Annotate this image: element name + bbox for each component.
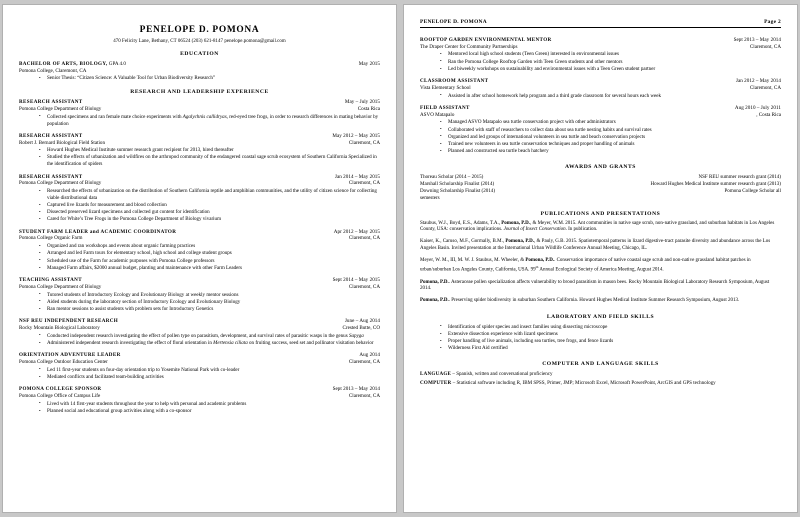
bullet-item: • Arranged and led Farm tours for elementary school, high school and college student groups [39,250,380,257]
skill-detail-text: – Spanish, written and conversational proficiency [451,371,553,378]
lab-skill-item: • Identification of spider species and insect families using dissecting microscope [440,324,781,331]
entry-bullet-list [19,292,380,313]
entry-bullet-list [19,114,380,128]
entry-job-title: FIELD ASSISTANT [420,104,470,111]
entry-location: , Costa Rica [756,111,781,118]
bullet-item: • Collaborated with staff of researchers to collect data about sea turtle nesting habits and survival rates [440,127,781,134]
bullet-item: • Trained new volunteers in sea turtle conservation techniques and proper handling of animals [440,141,781,148]
bullet-item: • Howard Hughes Medical Institute summer research grant recipient for 2013, hired thereafter [39,147,380,154]
lab-skill-item: • Proper handling of live animals, including sea turtles, tree frogs, and fence lizards [440,338,781,345]
bullet-item: • Captured live lizards for measurement and blood collection [39,202,380,209]
entry-header-row [19,318,380,325]
bullet-item: • Planned and constructed sea turtle beach hatchery [440,148,781,155]
award-row [420,181,781,188]
running-head-page-number: Page 2 [764,19,781,25]
skill-category-label: COMPUTER [420,379,452,386]
entry-subheader-row [19,393,380,400]
publication-author-highlight: Pomona, P.D. [525,258,555,264]
entry-location: Crested Butte, CO [342,324,380,331]
experience-entry [19,99,380,127]
bullet-item: • Ran mentor sessions to assist students with problem sets for Introductory Genetics [39,306,380,313]
entry-job-title: TEACHING ASSISTANT [19,277,82,284]
award-name-left: Downing Scholarship Finalist (2014) [420,187,495,194]
entry-job-title: CLASSROOM ASSISTANT [420,78,489,85]
bullet-item: • Led 11 first-year students on four-day orientation trip to Yosemite National Park with co-leader [39,367,380,374]
entry-header-row [19,133,380,140]
entry-bullet-list [19,401,380,415]
publication-entry: Kaiser, K., Caruso, M.F., Gormally, B.M., Pomona, P.D., & Pauly, G.B. 2015. Spatiotemporal patterns in lizard digestive-tract parasite diversity and abundance across the Los Angeles Basin. Invited presentation at the International Urban Wildlife Conference Annual Meeting, Chicago, IL. [420,239,771,252]
entry-subheader-row [420,85,781,92]
award-name-left: Marshall Scholarship Finalist (2014) [420,180,495,187]
entry-subheader-row [19,180,380,187]
entry-organization: Robert J. Bernard Biological Field Station [19,139,106,146]
entry-subheader-row [420,44,781,51]
entry-job-title: ORIENTATION ADVENTURE LEADER [19,352,121,359]
entry-date-range: Apr 2012 – May 2015 [333,228,380,235]
entry-subheader-row [19,106,380,113]
entry-job-title: RESEARCH ASSISTANT [19,173,83,180]
skill-line [420,380,781,387]
entry-job-title: RESEARCH ASSISTANT [19,99,83,106]
entry-header-row [420,105,781,112]
entry-bullet-list [19,333,380,347]
running-head-name: PENELOPE D. POMONA [420,19,487,25]
applicant-name: PENELOPE D. POMONA [139,25,260,35]
entry-location: Claremont, CA [348,235,380,242]
entry-organization: Pomona College Outdoor Education Center [19,358,108,365]
entry-job-title: RESEARCH ASSISTANT [19,132,83,139]
publication-entry: Pomona, P.D.. Asteraceae pollen specialization affects vulnerability to brood parasitism in mason bees. Rocky Mountain Biological Laboratory Research Symposium, August 2014. [420,279,770,292]
entry-header-row [19,352,380,359]
bullet-item: • Organized and ran workshops and events about organic farming practices [39,243,380,250]
bullet-item: • Planned social and educational group activities along with a co-sponsor [39,408,380,415]
experience-entry [19,133,380,168]
entry-date-range: June – Aug 2014 [344,318,380,325]
entry-organization: Rocky Mountain Biological Laboratory [19,324,100,331]
entry-date-range: Sept 2014 – May 2015 [332,277,380,284]
lab-skill-item: • Extensive dissection experience with lizard specimens [440,331,781,338]
entry-location: Claremont, CA [348,139,380,146]
award-name-right: NSF REU summer research grant (2014) [698,173,781,180]
entry-bullet-list [420,119,781,155]
entry-location: Claremont, CA [348,392,380,399]
experience-entry [420,105,781,155]
resume-page-2 [403,4,798,513]
bullet-item: • Organized and led groups of international volunteers in sea turtle and beach conservation projects [440,134,781,141]
bullet-item: • Aided students during the laboratory section of Introductory Ecology and Evolutionary Biology [39,299,380,306]
experience-entry [19,229,380,272]
experience-entry [19,318,380,346]
skill-detail-text: – Statistical software including R, IBM SPSS, Primer, JMP; Microsoft Excel, Microsoft PowerPoint, ArcGIS and GPS technology [451,379,716,386]
entry-job-title: BACHELOR OF ARTS, BIOLOGY, GPA 4.0 [19,61,126,67]
entry-header-row [19,386,380,393]
award-trailing-text: semesters [420,194,440,201]
section-title-lab-skills: LABORATORY AND FIELD SKILLS [546,313,655,320]
award-row [420,188,781,195]
award-name-right: Howard Hughes Medical Institute summer research grant (2013) [650,180,781,187]
entry-location: Claremont, CA [348,180,380,187]
entry-organization: Pomona College Department of Biology [19,283,102,290]
entry-organization: Pomona College Organic Farm [19,235,83,242]
publication-entry: Pomona, P.D.. Preserving spider biodiversity in suburban Southern California. Howard Hughes Medical Institute Summer Research Symposium, August 2013. [420,298,740,304]
publications-section [420,221,781,305]
experience-entry [19,174,380,224]
entry-header-row [420,37,781,44]
entry-date-range: Aug 2014 [359,352,380,359]
entry-job-title: POMONA COLLEGE SPONSOR [19,386,102,393]
section-title-education: EDUCATION [180,51,219,57]
entry-organization: Pomona College Department of Biology [19,105,102,112]
entry-organization: Pomona College, Claremont, CA [19,67,87,74]
awards-section [420,174,781,202]
entry-bullet-list [19,75,380,82]
bullet-item: • Conducted independent research investigating the effect of pollen type on parasitism, development, and survival rates of parasitic wasps in the genus Sapyga [39,333,380,340]
entry-organization: ASVO Matapalo [420,111,455,118]
entry-job-title: NSF REU INDEPENDENT RESEARCH [19,318,119,325]
entry-header-row [19,277,380,284]
entry-subheader-row [19,325,380,332]
entry-header-row [19,61,380,68]
experience-entry [19,61,380,82]
bullet-item: • Cared for White’s Tree Frogs in the Pomona College Department of Biology vivarium [39,216,380,223]
publication-entry: Staubus, W.J., Boyd, E.S., Adams, T.A., Pomona, P.D., & Meyer, W.M. 2015. Ant communities in native sage scrub, non-native grassland, and suburban habitats in Los Angeles County, USA: conservation implications. Journal of Insect Conservation. In publication. [420,220,775,233]
award-name-left: Thoreau Scholar (2014 – 2015) [420,173,484,180]
entry-organization: Vista Elementary School [420,84,471,91]
experience-section-continued [420,37,781,155]
section-title-computer-skills: COMPUTER AND LANGUAGE SKILLS [542,361,659,368]
page2-running-head [420,19,781,28]
section-title-awards: AWARDS AND GRANTS [565,163,636,170]
entry-subheader-row [19,284,380,291]
entry-bullet-list [19,188,380,223]
bullet-item: • Managed ASVO Matapalo sea turtle conservation project with other administrators [440,119,781,126]
bullet-item: • Dissected preserved lizard specimens and collected gut content for identification [39,209,380,216]
entry-date-range: May 2015 [358,61,380,67]
experience-entry [19,352,380,380]
entry-date-range: Jan 2012 – May 2014 [735,78,781,85]
entry-job-title: STUDENT FARM LEADER and ACADEMIC COORDINATOR [19,228,177,235]
experience-entry [420,78,781,99]
bullet-item: • Administered independent research investigating the effect of floral orientation in Mertensia ciliata on fruiting success, seed set and pollinator visitation behavior [39,340,380,347]
section-title-experience: RESEARCH AND LEADERSHIP EXPERIENCE [130,89,269,96]
bullet-item: • Scheduled use of the Farm for academic purposes with Pomona College professors [39,258,380,265]
entry-location: Costa Rica [357,105,380,112]
bullet-item: • Managed Farm affairs, $2000 annual budget, planting and maintenance with other Farm Leaders [39,265,380,272]
entry-date-range: May – July 2015 [344,99,380,106]
bullet-item: • Senior Thesis: “Citizen Science: A Valuable Tool for Urban Biodiversity Research” [39,75,380,82]
entry-location: Claremont, CA [749,43,781,50]
bullet-item: • Ran the Pomona College Rooftop Garden with Teen Green students and other mentors [440,59,781,66]
entry-title-suffix: GPA 4.0 [107,61,126,67]
publication-author-highlight: Pomona, P.D. [505,239,535,245]
contact-line: 470 Felicity Lane, Bethany, CT 06524 (203) 621-8147 penelope.pomona@gmail.com [113,39,286,44]
bullet-item: • Tutored students of Introductory Ecology and Evolutionary Biology at weekly mentor sessions [39,292,380,299]
bullet-item: • Led biweekly workshops on sustainability and environmental issues with a Teen Green student partner [440,66,781,73]
entry-date-range: Aug 2010 – July 2011 [734,104,781,111]
entry-location: Claremont, CA [348,358,380,365]
computer-skills-section [420,371,781,386]
bullet-item: • Collected specimens and ran female mate choice experiments with Agalychnis callidryas, red-eyed tree frogs, in order to research differences in mating behavior by population [39,114,380,128]
entry-bullet-list [19,147,380,168]
entry-subheader-row [420,112,781,119]
experience-entry [19,277,380,313]
entry-subheader-row [19,359,380,366]
entry-subheader-row [19,140,380,147]
entry-job-title: ROOFTOP GARDEN ENVIRONMENTAL MENTOR [420,37,552,43]
publication-author-highlight: Pomona, P.D. [420,298,449,304]
entry-organization: The Draper Center for Community Partnerships [420,43,518,50]
publication-entry: Meyer, W. M., III, M. W. J. Staubus, M. Wheeler, & Pomona, P.D.. Conservation importance of native coastal sage scrub and non-native grassland habitat patches in urban/suburban Los Angeles County, California, USA. 99th Annual Ecological Society of America Meeting, August 2014. [420,258,751,273]
entry-organization: Pomona College Office of Campus Life [19,392,101,399]
lab-skill-item: • Wilderness First Aid certified [440,345,781,352]
entry-bullet-list [19,243,380,271]
entry-bullet-list [19,367,380,381]
award-row [420,174,781,181]
bullet-item: • Mentored local high school students (Teen Green) interested in environmental issues [440,51,781,58]
publication-author-highlight: Pomona, P.D. [501,220,530,226]
entry-subheader-row [19,235,380,242]
bullet-item: • Mediated conflicts and facilitated team-building activities [39,374,380,381]
bullet-item: • Lived with 14 first-year students throughout the year to help with personal and academic problems [39,401,380,408]
entry-date-range: May 2012 – May 2015 [332,132,380,139]
education-section [19,61,380,82]
publication-author-highlight: Pomona, P.D. [420,279,449,285]
entry-location: Claremont, CA [749,84,781,91]
entry-date-range: Sept 2013 – May 2014 [332,386,380,393]
skill-line [420,371,781,378]
resume-page-1 [2,4,397,513]
skill-category-label: LANGUAGE [420,371,452,378]
bullet-item: • Assisted in after school homework help program and a third grade classroom for several hours each week [440,93,781,100]
section-title-publications: PUBLICATIONS AND PRESENTATIONS [540,210,661,217]
bullet-item: • Studied the effects of urbanization and wildfires on the arthropod community of the endangered coastal sage scrub ecosystem of Southern California Specialized in the identification of spiders [39,154,380,168]
entry-date-range: Jan 2014 – May 2015 [334,173,380,180]
entry-subheader-row [19,68,380,75]
entry-location: Claremont, CA [348,283,380,290]
bullet-item: • Researched the effects of urbanization on the distribution of Southern California reptile and amphibian communities, and the utility of citizen science for collecting viable distributional data [39,188,380,202]
entry-date-range: Sept 2013 – May 2014 [733,37,781,43]
entry-header-row [19,99,380,106]
experience-entry [19,386,380,414]
entry-header-row [19,229,380,236]
award-name-right: Pomona College Scholar all [724,187,781,194]
lab-skills-list [420,324,781,352]
experience-section [19,99,380,414]
entry-bullet-list [420,51,781,72]
entry-header-row [420,78,781,85]
entry-bullet-list [420,93,781,100]
entry-organization: Pomona College Department of Biology [19,180,102,187]
experience-entry [420,37,781,73]
